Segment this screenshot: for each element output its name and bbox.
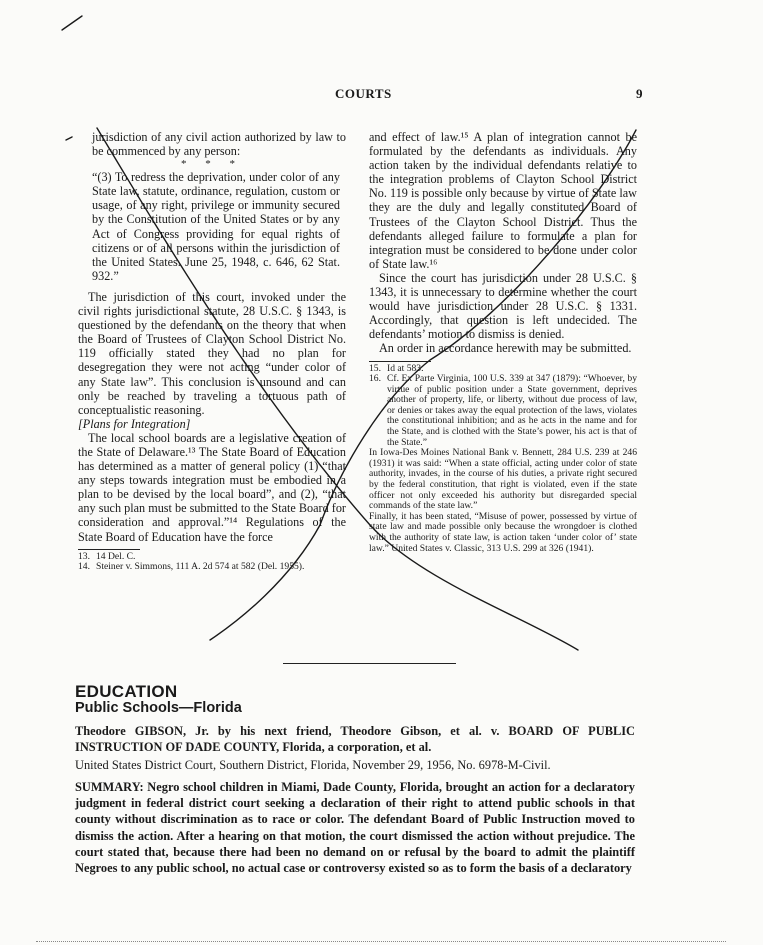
- ellipsis-stars: * * *: [181, 158, 243, 171]
- strike-line-diagonal-right: [210, 130, 636, 640]
- right-paragraph-2: Since the court has jurisdiction under 28 U.S.C. § 1343, it is unnecessary to determine whether the court would have jurisdiction under 28 U.S.C. § 1331. Accordingly, that question is left undecided. The defendants’ motion to dismiss is denied.: [369, 270, 637, 342]
- section-subtitle: Public Schools—Florida: [75, 700, 242, 716]
- case-summary: SUMMARY: Negro school children in Miami, Dade County, Florida, brought an action for a declaratory judgment in federal district court seeking a declaration of their right to attend public schools in that county without discrimination as to race or color. The defendant Board of Public Instruction moved to dismiss the action. After a hearing on that motion, the court dismissed the action without prejudice. The court stated that, because there had been no demand on or refusal by the board to admit the plaintiff Negroes to any public school, no actual case or controversy existed so as to form the basis of a declaratory: [75, 780, 635, 876]
- footnote-number: 16.: [369, 373, 381, 385]
- statute-quote: “(3) To redress the deprivation, under color of any State law, statute, ordinance, regulation, custom or usage, of any right, privilege or immunity secured by the Constitution of the United States or by any Act of Congress providing for equal rights of citizens or of all persons within the jurisdiction of the United States. June 25, 1948, c. 646, 62 Stat. 932.”: [92, 170, 340, 283]
- page-number: 9: [636, 86, 643, 101]
- footnote-text: Steiner v. Simmons, 111 A. 2d 574 at 582 (Del. 1955).: [96, 561, 305, 573]
- right-paragraph-1: and effect of law.¹⁵ A plan of integration cannot be formulated by the defendants as individuals. Any action taken by the individual defendants relative to the integration problems of Clayton School District No. 119 is possible only because by virtue of State law they are the duly and legally constituted Board of Trustees of the Clayton School District. Thus the defendants alleged failure to formulate a plan for integration must be considered to be done under color of State law.¹⁶: [369, 130, 637, 271]
- footnote-text: Id at 583.: [387, 362, 424, 374]
- margin-tick: [66, 137, 72, 140]
- footnote-number: 15.: [369, 362, 381, 374]
- subheading-plans-for-integration: [Plans for Integration]: [78, 416, 191, 431]
- pen-stroke-top-left: [62, 16, 82, 30]
- running-title: COURTS: [335, 86, 392, 101]
- footnote-16-continuation-2: Finally, it has been stated, “Misuse of power, possessed by virtue of state law and made possible only because the wrongdoer is clothed with the authority of state law, is action taken ‘under color of’ state law.” United States v. Classic, 313 U.S. 299 at 326 (1941).: [369, 510, 637, 554]
- case-caption: Theodore GIBSON, Jr. by his next friend, Theodore Gibson, et al. v. BOARD OF PUBLIC INSTRUCTION OF DADE COUNTY, Florida, a corporation, et al.: [75, 724, 635, 755]
- section-title: EDUCATION: [75, 682, 178, 701]
- footnote-text: Cf. Ex Parte Virginia, 100 U.S. 339 at 347 (1879): “Whoever, by virtue of public position under a State government, deprives another of property, life, or liberty, without due process of law, or denies or takes away the equal protection of the laws, violates the constitutional inhibition; and as he acts in the name and for the State, and is clothed with the State’s power, his act is that of the State.”: [387, 373, 637, 448]
- footnote-number: 14.: [78, 561, 90, 573]
- right-paragraph-3: An order in accordance herewith may be submitted.: [379, 341, 632, 356]
- strike-line-diagonal-left: [97, 128, 578, 650]
- footnote-number: 13.: [78, 550, 90, 562]
- court-line: United States District Court, Southern District, Florida, November 29, 1956, No. 6978-M-Civil.: [75, 758, 551, 772]
- left-paragraph-2: The jurisdiction of this court, invoked under the civil rights jurisdictional statute, 28 U.S.C. § 1343, is questioned by the defendants on the theory that when the Board of Trustees of Clayton School District No. 119 officially stated they had no plan for desegregation they were not acting “under color of any State law”. This conclusion is unsound and can only be reached by traveling a tortuous path of conceptualistic reasoning.: [78, 289, 346, 417]
- left-paragraph-3: The local school boards are a legislative creation of the State of Delaware.¹³ The State Board of Education has determined as a matter of general policy (1) “that any steps towards integration must be embodied in a plan to be devised by the local board”, and (2), “that any such plan must be submitted to the State Board for consideration and approval.”¹⁴ Regulations of the State Board of Education have the force: [78, 430, 346, 544]
- footnote-16-continuation-1: In Iowa-Des Moines National Bank v. Bennett, 284 U.S. 239 at 246 (1931) it was said: “When a state official, acting under color of state authority, invades, in the course of his duties, a private right secured by the federal constitution, that right is violated, even if the state officer not only exceeded his authority but disregarded special commands of the state law.”: [369, 447, 637, 512]
- left-paragraph-1: jurisdiction of any civil action authorized by law to be commenced by any person:: [92, 130, 346, 159]
- footnote-text: 14 Del. C.: [96, 550, 136, 562]
